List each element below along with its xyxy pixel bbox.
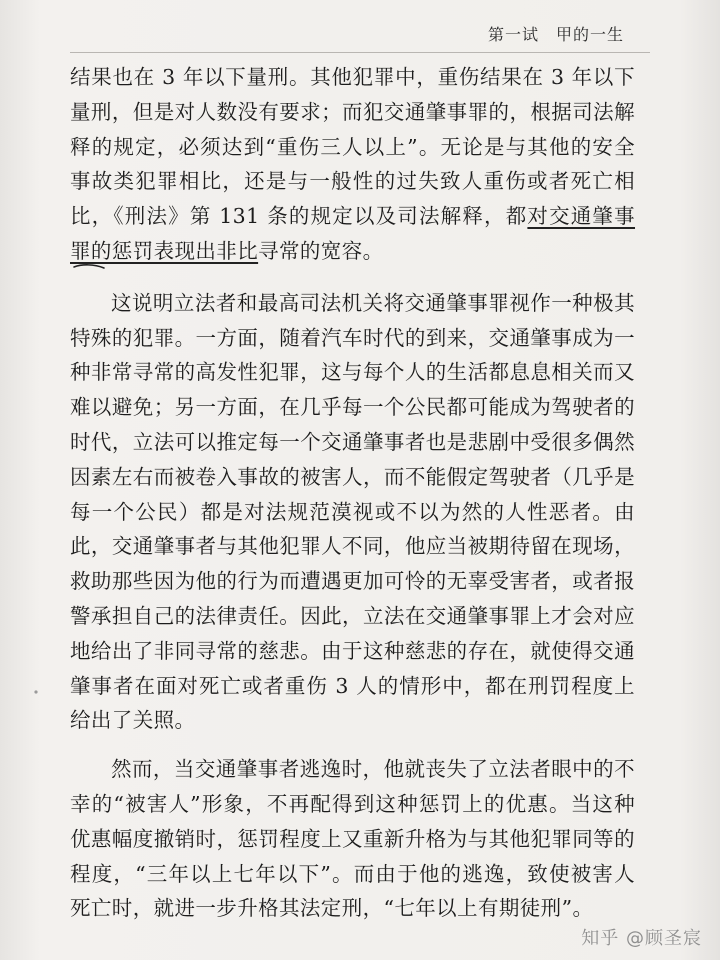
paragraph-1-tail: 寻常的宽容。 <box>258 238 384 263</box>
running-header: 第一试 甲的一生 <box>487 25 624 44</box>
header-rule <box>70 52 650 53</box>
paragraph-1-text: 结果也在 3 年以下量刑。其他犯罪中，重伤结果在 3 年以下量刑，但是对人数没有要求；而犯交通肇事罪的，根据司法解释的规定，必须达到“重伤三人以上”。无论是与其他的安全事故类犯罪相比，还是与一般性的过失致人重伤或者死亡相比，《刑法》第 131 条的规定以及司法解释，都 <box>70 65 635 229</box>
body-text <box>70 60 635 926</box>
paragraph-1 <box>70 60 635 269</box>
underlined-phrase: 对交通肇事罪的惩罚表现出非比 <box>70 204 636 263</box>
paragraph-2: 这说明立法者和最高司法机关将交通肇事罪视作一种极其特殊的犯罪。一方面，随着汽车时代的到来，交通肇事成为一种非常寻常的高发性犯罪，这与每个人的生活都息息相关而又难以避免；另一方面，在几乎每一个公民都可能成为驾驶者的时代，立法可以推定每一个交通肇事者也是悲剧中受很多偶然因素左右而被卷入事故的被害人，而不能假定驾驶者（几乎是每一个公民）都是对法规范漠视或不以为然的人性恶者。由此，交通肇事者与其他犯罪人不同，他应当被期待留在现场，救助那些因为他的行为而遭遇更加可怜的无辜受害者，或者报警承担自己的法律责任。因此，立法在交通肇事罪上才会对应地给出了非同寻常的慈悲。由于这种慈悲的存在，就使得交通肇事者在面对死亡或者重伤 3 人的情形中，都在刑罚程度上给出了关照。 <box>70 290 635 733</box>
watermark: 知乎 @顾圣宸 <box>581 928 702 949</box>
paragraph-3: 然而，当交通肇事者逃逸时，他就丧失了立法者眼中的不幸的“被害人”形象，不再配得到这种惩罚上的优惠。当这种优惠幅度撤销时，惩罚程度上又重新升格为与其他犯罪同等的程度，“三年以上七年以下”。而由于他的逃逸，致使被害人死亡时，就进一步升格其法定刑，“七年以上有期徒刑”。 <box>70 757 635 921</box>
scan-speck <box>32 688 40 696</box>
pen-underline-mark <box>72 262 106 270</box>
